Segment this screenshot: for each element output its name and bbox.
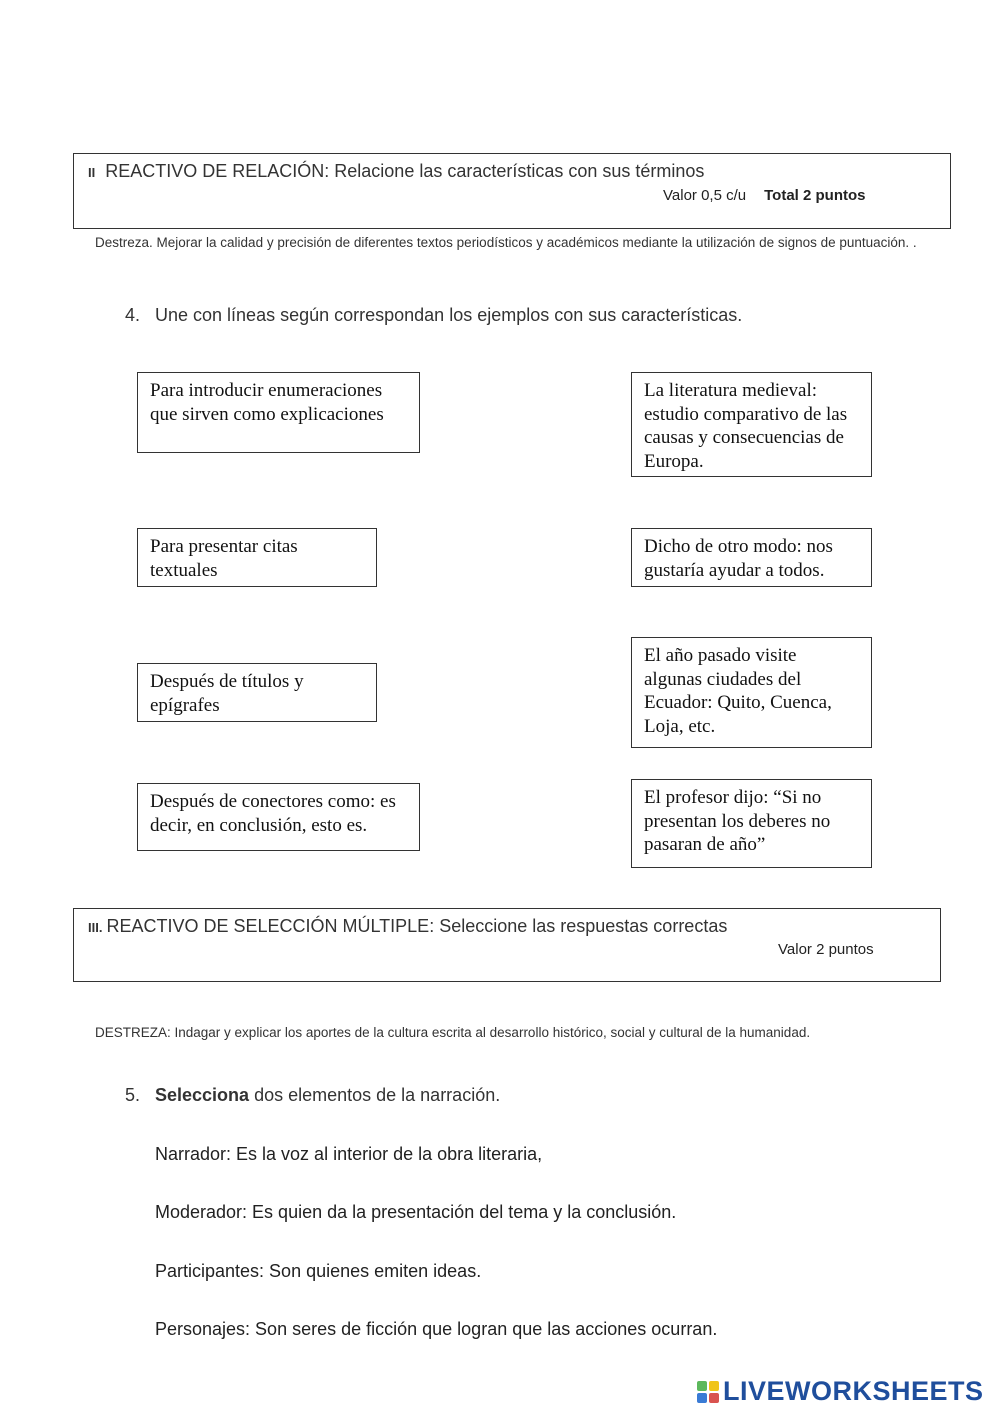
left-box-1[interactable]: Para introducir enumeraciones que sirven como explicaciones <box>137 372 420 453</box>
question-5-number: 5. <box>125 1085 141 1105</box>
section-3-title: REACTIVO DE SELECCIÓN MÚLTIPLE: Seleccione las respuestas correctas <box>106 916 728 936</box>
section-2-skill: Destreza. Mejorar la calidad y precisión de diferentes textos periodísticos y académicos mediante la utilización de signos de puntuación. . <box>95 235 917 250</box>
option-moderador[interactable]: Moderador: Es quien da la presentación del tema y la conclusión. <box>155 1202 677 1222</box>
section-3-skill: DESTREZA: Indagar y explicar los aportes de la cultura escrita al desarrollo histórico, social y cultural de la humanidad. <box>95 1025 811 1040</box>
question-5-text: dos elementos de la narración. <box>249 1085 501 1105</box>
right-box-3[interactable]: El año pasado visite algunas ciudades del Ecuador: Quito, Cuenca, Loja, etc. <box>631 637 872 748</box>
section-3-title-line <box>88 916 727 937</box>
section-2-value-line <box>663 187 866 204</box>
left-box-2[interactable]: Para presentar citas textuales <box>137 528 377 587</box>
option-narrador[interactable]: Narrador: Es la voz al interior de la obra literaria, <box>155 1144 543 1164</box>
question-5 <box>125 1085 500 1106</box>
section-2-value: Valor 0,5 c/u <box>663 187 747 204</box>
left-box-3[interactable]: Después de títulos y epígrafes <box>137 663 377 722</box>
option-participantes[interactable]: Participantes: Son quienes emiten ideas. <box>155 1261 482 1281</box>
section-2-title: REACTIVO DE RELACIÓN: Relacione las características con sus términos <box>105 161 705 181</box>
right-box-1[interactable]: La literatura medieval: estudio comparativo de las causas y consecuencias de Europa. <box>631 372 872 477</box>
section-3-header <box>73 908 941 982</box>
section-2-title-line <box>88 161 704 182</box>
section-2-roman: II <box>88 165 96 180</box>
liveworksheets-mark-icon <box>697 1381 719 1403</box>
liveworksheets-logo-text: LIVEWORKSHEETS <box>723 1376 984 1406</box>
liveworksheets-logo <box>697 1376 984 1407</box>
question-5-bold: Selecciona <box>155 1085 250 1105</box>
question-4 <box>125 305 742 326</box>
right-box-2[interactable]: Dicho de otro modo: nos gustaría ayudar a todos. <box>631 528 872 587</box>
right-box-4[interactable]: El profesor dijo: “Si no presentan los deberes no pasaran de año” <box>631 779 872 868</box>
left-box-4[interactable]: Después de conectores como: es decir, en conclusión, esto es. <box>137 783 420 851</box>
section-3-value: Valor 2 puntos <box>778 941 874 958</box>
section-2-total: Total 2 puntos <box>764 187 866 204</box>
option-personajes[interactable]: Personajes: Son seres de ficción que logran que las acciones ocurran. <box>155 1319 718 1339</box>
question-4-text: Une con líneas según correspondan los ejemplos con sus características. <box>155 305 743 325</box>
section-2-header <box>73 153 951 229</box>
section-3-roman: III. <box>88 920 103 935</box>
question-4-number: 4. <box>125 305 141 325</box>
